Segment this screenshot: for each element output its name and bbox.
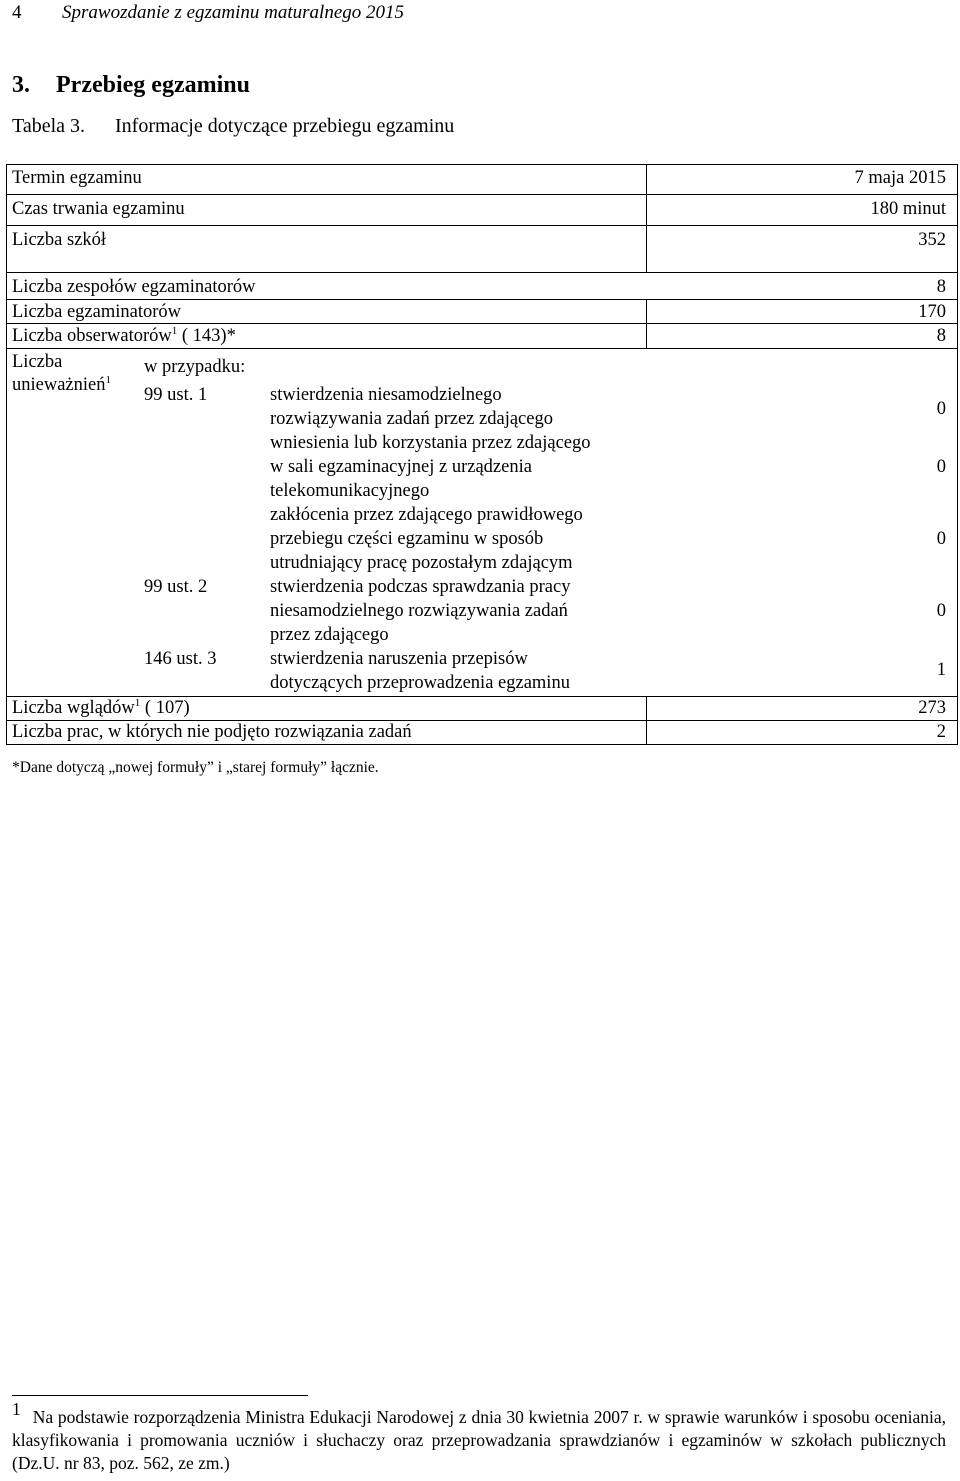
table-border-left: [6, 164, 7, 745]
uniewaznienie-reason: telekomunikacyjnego: [270, 481, 430, 501]
uniewaznienie-reason: utrudniający pracę pozostałym zdającym: [270, 553, 573, 573]
uniewaznienie-reason: dotyczących przeprowadzenia egzaminu: [270, 673, 570, 693]
uniewaznienie-reason: zakłócenia przez zdającego prawidłowego: [270, 505, 583, 525]
page-number: 4: [12, 2, 22, 23]
table-col-divider: [646, 299, 647, 348]
uniewaznienia-label-line1: Liczba: [12, 352, 63, 372]
table-col-divider: [646, 164, 647, 272]
footnote-ref: 1: [171, 324, 178, 337]
table-caption-title: Informacje dotyczące przebiegu egzaminu: [115, 115, 455, 137]
uniewaznienie-reason: przebiegu części egzaminu w sposób: [270, 529, 544, 549]
table-border-top: [6, 164, 958, 165]
exam-info-table: [6, 164, 958, 745]
row-label-egzaminatorzy: Liczba egzaminatorów: [12, 302, 181, 322]
wglady-label: Liczba wglądów: [12, 698, 135, 718]
uniewaznienie-count: 0: [936, 399, 946, 419]
uniewaznienie-count: 0: [936, 529, 946, 549]
section-heading: [12, 72, 250, 99]
uniewaznienia-subheader: w przypadku:: [144, 357, 246, 377]
table-note: *Dane dotyczą „nowej formuły” i „starej formuły” łącznie.: [12, 759, 379, 776]
uniewaznienia-label-line2: [12, 373, 111, 397]
uniewaznienie-reason: stwierdzenia podczas sprawdzania pracy: [270, 577, 571, 597]
row-label-prace: Liczba prac, w których nie podjęto rozwiązania zadań: [12, 722, 412, 742]
row-value-termin: 7 maja 2015: [854, 168, 946, 188]
row-value-prace: 2: [936, 722, 946, 742]
table-caption-label: Tabela 3.: [12, 115, 86, 137]
footnote-text: Na podstawie rozporządzenia Ministra Edukacji Narodowej z dnia 30 kwietnia 2007 r. w sprawie warunków i sposobu oceniania, klasyfikowania i promowania uczniów i słuchaczy oraz przeprowadzania sprawdzianów i egzaminów w szkołach publicznych (Dz.U. nr 83, poz. 562, ze zm.): [12, 1407, 946, 1473]
wglady-ref: ( 107): [144, 698, 190, 718]
article-99-2: 99 ust. 2: [144, 577, 208, 597]
article-146-3: 146 ust. 3: [144, 649, 217, 669]
row-label-szkoly: Liczba szkół: [12, 230, 106, 250]
table-border-right: [957, 164, 958, 745]
uniewaznienie-reason: przez zdającego: [270, 625, 389, 645]
table-border-bottom: [6, 744, 958, 745]
article-99-1: 99 ust. 1: [144, 385, 208, 405]
table-rule: [6, 348, 958, 349]
footnote-ref: 1: [134, 696, 141, 709]
uniewaznienie-reason: rozwiązywania zadań przez zdającego: [270, 409, 553, 429]
row-value-egzaminatorzy: 170: [918, 302, 946, 322]
uniewaznienie-count: 0: [936, 601, 946, 621]
uniewaznienie-reason: stwierdzenia niesamodzielnego: [270, 385, 502, 405]
footnote-mark: 1: [12, 1399, 21, 1419]
row-label-wglady: [12, 696, 190, 720]
row-label-obserwatorzy: [12, 324, 236, 348]
section-number: 3.: [12, 72, 30, 98]
footnote-separator: [12, 1395, 308, 1396]
row-value-wglady: 273: [918, 698, 946, 718]
table-rule: [6, 272, 958, 273]
footnote-ref: 1: [105, 373, 111, 386]
row-label-termin: Termin egzaminu: [12, 168, 142, 188]
table-caption: [12, 115, 454, 138]
footnote: [12, 1399, 946, 1475]
uniewaznienie-count: 1: [936, 660, 946, 680]
uniewaznienie-reason: niesamodzielnego rozwiązywania zadań: [270, 601, 568, 621]
uniewaznienie-reason: stwierdzenia naruszenia przepisów: [270, 649, 528, 669]
running-title: Sprawozdanie z egzaminu maturalnego 2015: [62, 2, 404, 23]
uniewaznienie-reason: wniesienia lub korzystania przez zdającego: [270, 433, 591, 453]
row-value-szkoly: 352: [918, 230, 946, 250]
section-title: Przebieg egzaminu: [56, 72, 250, 98]
page-header: [12, 2, 404, 24]
row-value-czas: 180 minut: [870, 199, 946, 219]
table-col-divider: [646, 696, 647, 744]
uniewaznienie-count: 0: [936, 457, 946, 477]
table-rule: [6, 225, 958, 226]
row-value-zespoly: 8: [936, 277, 946, 297]
obserwatorzy-label: Liczba obserwatorów: [12, 326, 172, 346]
obserwatorzy-ref: ( 143)*: [181, 326, 236, 346]
row-value-obserwatorzy: 8: [936, 326, 946, 346]
row-label-zespoly: Liczba zespołów egzaminatorów: [12, 277, 256, 297]
table-rule: [6, 194, 958, 195]
uniewaznienia-label: unieważnień: [12, 375, 106, 395]
uniewaznienie-reason: w sali egzaminacyjnej z urządzenia: [270, 457, 532, 477]
row-label-czas: Czas trwania egzaminu: [12, 199, 185, 219]
